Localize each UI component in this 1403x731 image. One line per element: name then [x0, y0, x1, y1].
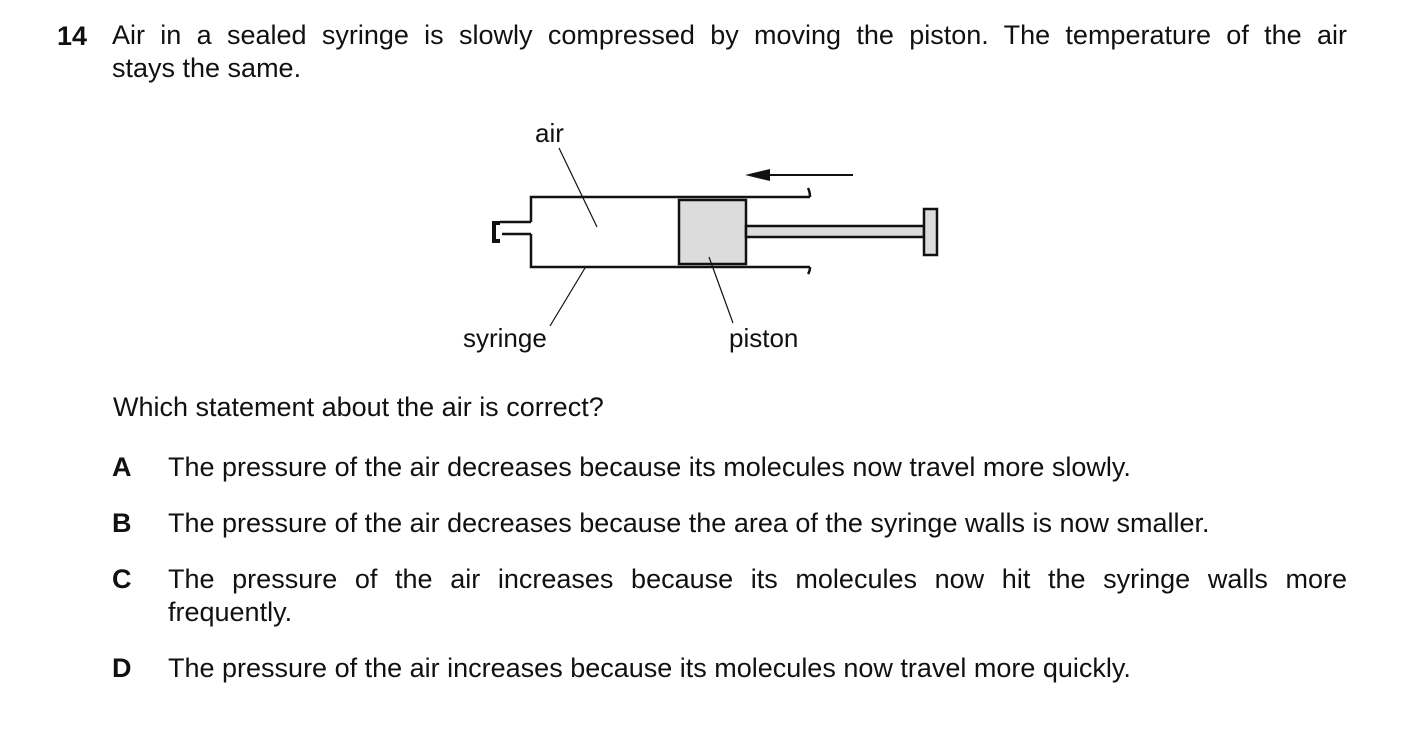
arrow-left-icon: [745, 169, 770, 181]
syringe-barrel-bottom: [531, 234, 810, 267]
option-b-text: The pressure of the air decreases because the area of the syringe walls is now smaller.: [168, 508, 1210, 538]
option-c-text-line-1: The pressure of the air increases because its molecules now hit the syringe walls more: [168, 564, 1347, 594]
syringe-barrel-top: [531, 197, 810, 222]
option-a-text: The pressure of the air decreases because its molecules now travel more slowly.: [168, 452, 1131, 482]
question-stem-line-1: Air in a sealed syringe is slowly compressed by moving the piston. The temperature of the air: [112, 20, 1347, 50]
option-d-text: The pressure of the air increases because its molecules now travel more quickly.: [168, 653, 1131, 683]
question-number: 14: [57, 21, 88, 51]
piston-head: [679, 200, 746, 264]
syringe-barrel-lip-top: [808, 188, 810, 197]
option-c-text: [168, 563, 1347, 629]
piston-handle: [924, 209, 937, 255]
label-piston: piston: [729, 323, 799, 353]
syringe-nozzle: [500, 222, 531, 234]
question-stem-line-2: stays the same.: [112, 53, 302, 83]
option-b-letter: B: [112, 508, 132, 538]
piston-rod: [746, 226, 924, 237]
syringe-leader-line: [550, 268, 585, 326]
option-d-letter: D: [112, 653, 132, 683]
option-c-text-line-2: frequently.: [168, 597, 293, 627]
option-c-letter: C: [112, 564, 132, 594]
option-a-letter: A: [112, 452, 132, 482]
label-syringe: syringe: [463, 323, 547, 353]
label-air: air: [535, 118, 564, 148]
air-leader-line: [559, 148, 597, 227]
question-prompt: Which statement about the air is correct?: [113, 392, 604, 422]
